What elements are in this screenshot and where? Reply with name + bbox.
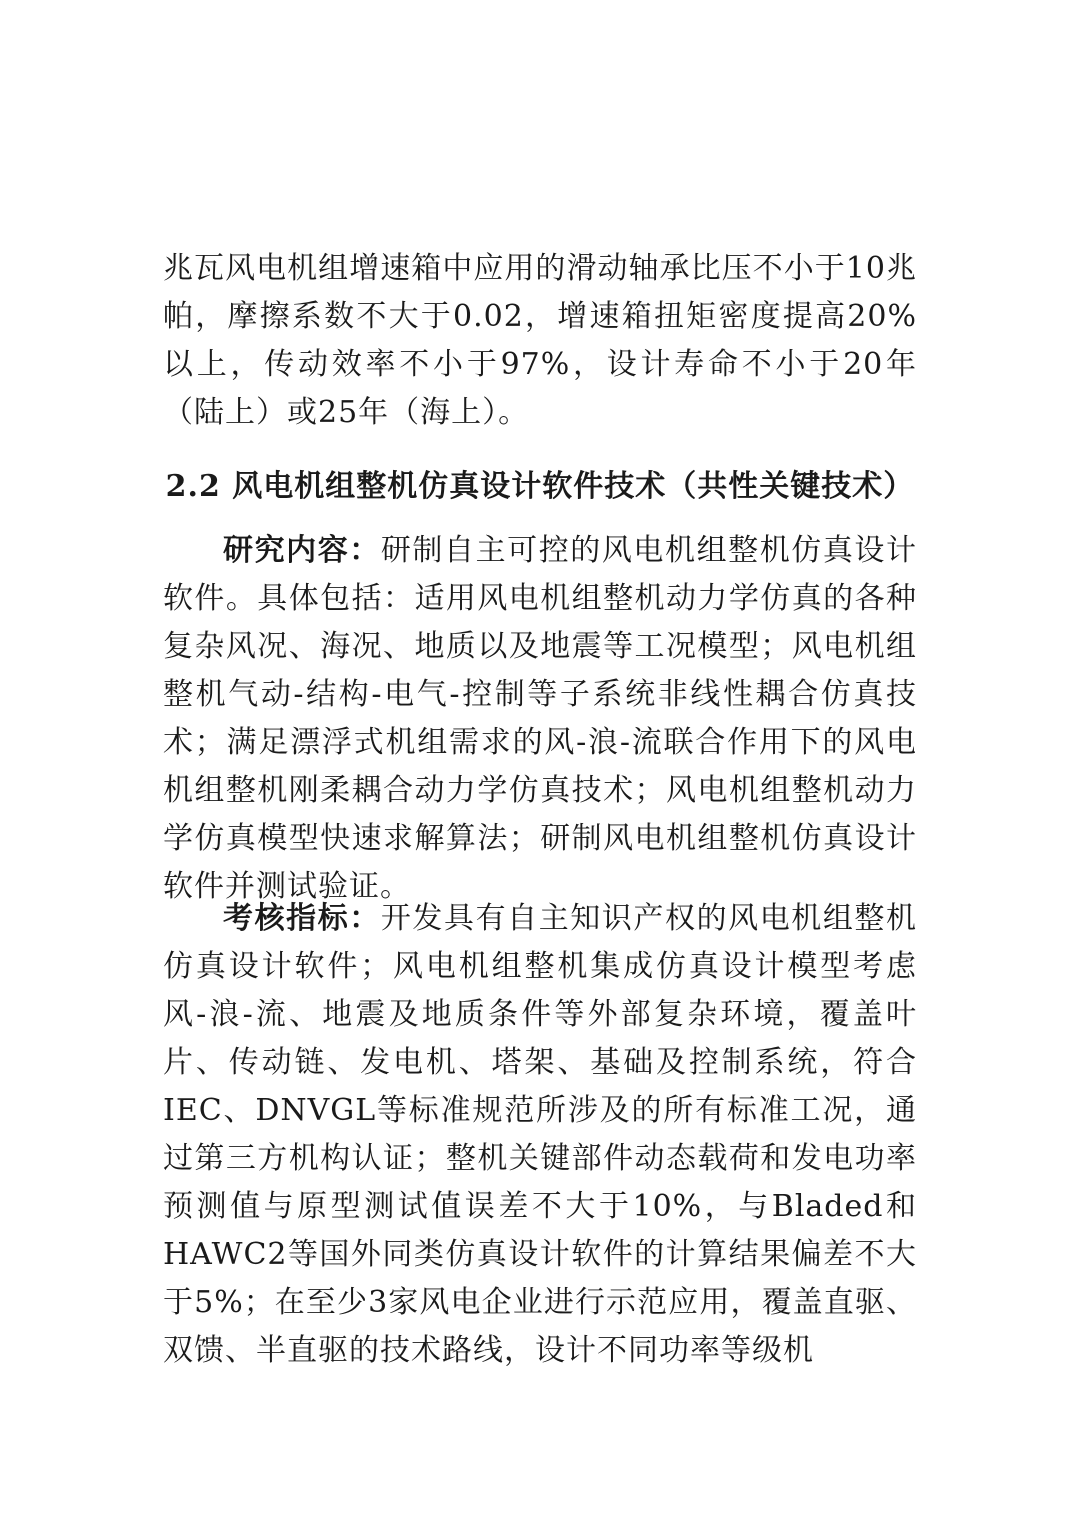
body-paragraph-gearbox-specs: 兆瓦风电机组增速箱中应用的滑动轴承比压不小于10兆帕，摩擦系数不大于0.02，增速箱扭矩密度提高20%以上，传动效率不小于97%，设计寿命不小于20年（陆上）或25年（海上）。 xyxy=(163,251,917,430)
research-content-label: 研究内容： xyxy=(223,533,381,568)
research-content-paragraph xyxy=(163,527,917,911)
assessment-indicators-text: 开发具有自主知识产权的风电机组整机仿真设计软件；风电机组整机集成仿真设计模型考虑风-浪-流、地震及地质条件等外部复杂环境，覆盖叶片、传动链、发电机、塔架、基础及控制系统，符合IEC、DNVGL等标准规范所涉及的所有标准工况，通过第三方机构认证；整机关键部件动态载荷和发电功率预测值与原型测试值误差不大于10%，与Bladed和HAWC2等国外同类仿真设计软件的计算结果偏差不大于5%；在至少3家风电企业进行示范应用，覆盖直驱、双馈、半直驱的技术路线，设计不同功率等级机 xyxy=(163,901,918,1368)
assessment-indicators-paragraph xyxy=(163,895,917,1375)
research-content-text: 研制自主可控的风电机组整机仿真设计软件。具体包括：适用风电机组整机动力学仿真的各种复杂风况、海况、地质以及地震等工况模型；风电机组整机气动-结构-电气-控制等子系统非线性耦合仿真技术；满足漂浮式机组需求的风-浪-流联合作用下的风电机组整机刚柔耦合动力学仿真技术；风电机组整机动力学仿真模型快速求解算法；研制风电机组整机仿真设计软件并测试验证。 xyxy=(163,533,918,904)
section-heading: 2.2 风电机组整机仿真设计软件技术（共性关键技术） xyxy=(165,469,915,504)
assessment-indicators-label: 考核指标： xyxy=(223,901,381,936)
